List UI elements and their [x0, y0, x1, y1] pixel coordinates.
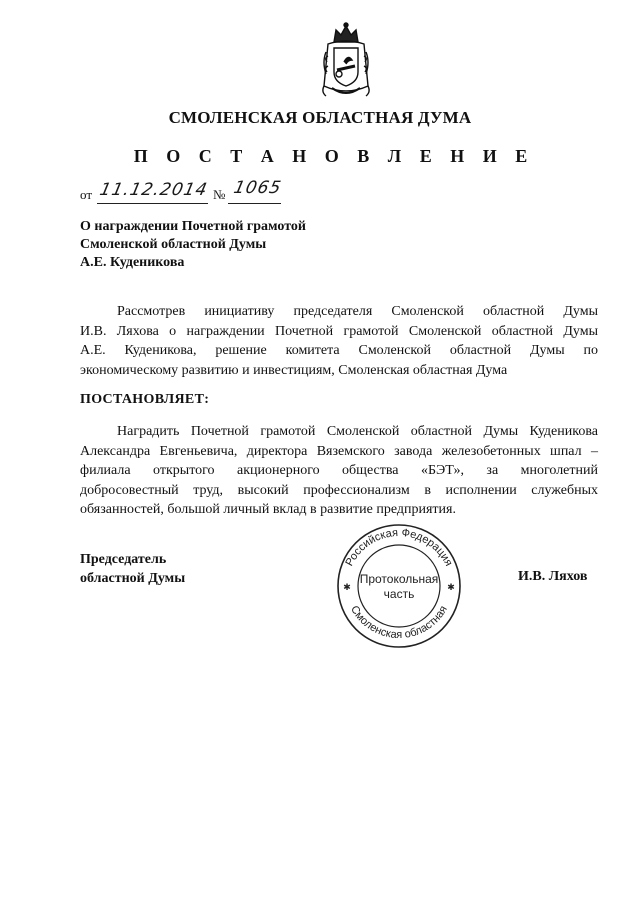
position-line: Председатель: [80, 552, 167, 567]
handwritten-number: 1065: [231, 178, 284, 198]
paragraph-line: экономическому развитию и инвестициям, Смоленская областная Дума: [80, 362, 508, 378]
stamp-center-line2: часть: [383, 587, 415, 601]
preamble-paragraph: [80, 302, 598, 380]
handwritten-date: 11.12.2014: [97, 180, 210, 200]
paragraph-line: Александра Евгеньевича, директора Вяземского завода железобетонных шпал –: [80, 443, 598, 459]
date-underline: [97, 203, 208, 204]
official-stamp: [334, 522, 464, 650]
stamp-star-right-icon: ✱: [447, 582, 455, 592]
date-prefix: от: [80, 187, 93, 202]
signatory-name: И.В. Ляхов: [518, 569, 588, 584]
number-underline: [228, 203, 281, 204]
paragraph-line: И.В. Ляхова о награждении Почетной грамотой Смоленской областной Думы: [80, 323, 598, 339]
stamp-outer-top-text: Российская Федерация: [343, 526, 455, 569]
subject-line: Смоленской областной Думы: [80, 237, 267, 252]
document-type-title: П О С Т А Н О В Л Е Н И Е: [133, 146, 535, 166]
paragraph-line: А.Е. Куденикова, решение комитета Смоленской областной Думы по: [80, 343, 598, 358]
document-subject: [80, 218, 410, 272]
number-prefix: №: [213, 187, 226, 202]
organization-title: СМОЛЕНСКАЯ ОБЛАСТНАЯ ДУМА: [168, 108, 472, 127]
paragraph-line: добросовестный труд, высокий профессионализм в исполнении служебных: [80, 482, 598, 498]
paragraph-line: Рассмотрев инициативу председателя Смоленской областной Думы: [117, 304, 598, 319]
coat-of-arms-icon: [318, 22, 374, 100]
subject-line: А.Е. Куденикова: [80, 255, 185, 270]
date-number-line: [80, 174, 340, 204]
paragraph-line: Наградить Почетной грамотой Смоленской областной Думы Куденикова: [117, 424, 598, 439]
stamp-outer-bottom-text: Смоленская областная: [348, 603, 450, 642]
decision-paragraph: [80, 422, 598, 520]
decree-heading: ПОСТАНОВЛЯЕТ:: [80, 392, 210, 407]
signatory-position: [80, 550, 185, 588]
position-line: областной Думы: [80, 571, 186, 586]
stamp-center-line1: Протокольная: [359, 572, 439, 586]
subject-line: О награждении Почетной грамотой: [80, 219, 306, 234]
paragraph-line: филиала открытого акционерного общества «БЭТ», за многолетний: [80, 463, 598, 478]
paragraph-line: обязанностей, большой личный вклад в развитие предприятия.: [80, 502, 456, 517]
stamp-star-left-icon: ✱: [343, 582, 351, 592]
